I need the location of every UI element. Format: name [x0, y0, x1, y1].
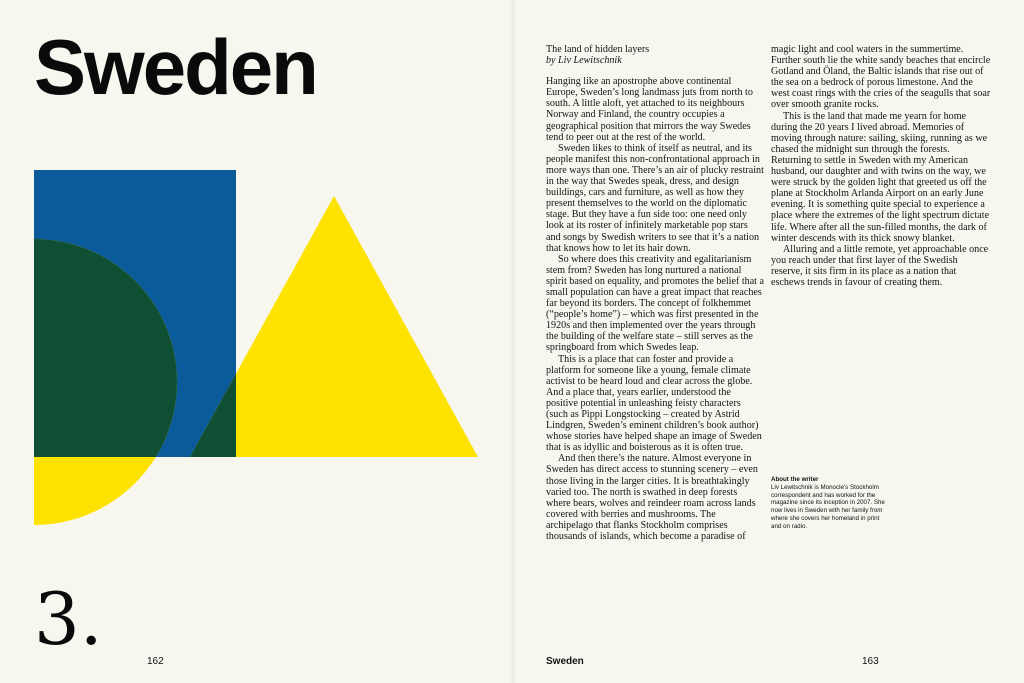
article-column-1	[546, 44, 764, 542]
running-head: Sweden	[546, 656, 584, 667]
about-title: About the writer	[771, 476, 819, 483]
article-kicker: The land of hidden layers	[546, 44, 650, 55]
spread-gutter	[510, 0, 516, 683]
paragraph: And then there’s the nature. Almost everyone in Sweden has direct access to stunning scenery – even those living in the larger cities. It is breathtakingly varied too. The north is swathed in deep forests where bears, wolves and reindeer roam across lands covered with berries and mushrooms. The archipelago that flanks Stockholm comprises thousands of islands, which become a paradise of	[546, 453, 758, 543]
paragraph: Alluring and a little remote, yet approachable once you reach under that first layer of the Swedish reserve, it sits firm in its place as a nation that eschews trends in favour of creating them.	[771, 243, 989, 288]
chapter-number: 3.	[34, 577, 103, 661]
geometric-illustration	[34, 170, 484, 530]
paragraph: magic light and cool waters in the summertime. Further south lie the white sandy beaches that encircle Gotland and Öland, the Baltic islands that rise out of the sea on a bedrock of porous limestone. And the west coast rings with the cries of the seagulls that soar over smooth granite rocks.	[771, 44, 991, 111]
about-text: Liv Lewitschnik is Monocle’s Stockholm correspondent and has worked for the magazine since its inception in 2007. She now lives in Sweden with her family from where she covers her homeland in print and on radio.	[771, 483, 885, 530]
page-number-left: 162	[147, 656, 164, 667]
article-byline: by Liv Lewitschnik	[546, 55, 622, 67]
page-title: Sweden	[34, 23, 317, 111]
about-the-writer	[771, 476, 891, 531]
paragraph: This is a place that can foster and provide a platform for someone like a young, female climate activist to be heard loud and clear across the globe. And a place that, years earlier, understood the positive potential in unleashing feisty characters (such as Pippi Longstocking – created by Astrid Lindgren, Sweden’s eminent children’s book author) whose stories have helped shape an image of Sweden that is as idyllic and boisterous as it is often true.	[546, 353, 762, 454]
paragraph: So where does this creativity and egalitarianism stem from? Sweden has long nurtured a national spirit based on equality, and promotes the belief that a small population can have a great impact that reaches far beyond its borders. The concept of folkhemmet (“people’s home”) – which was first presented in the 1920s and then implemented over the years through the building of the welfare state – still serves as the springboard from which Swedes leap.	[546, 253, 764, 354]
page-number-right: 163	[862, 656, 879, 667]
paragraph: Sweden likes to think of itself as neutral, and its people manifest this non-confrontational approach in more ways than one. There’s an air of plucky restraint in the way that Swedes speak, dress, and design buildings, cars and furniture, as well as how they present themselves to the world on the diplomatic stage. But they have a fun side too: one need only look at its roster of infinitely marketable pop stars and songs by Swedish writers to see that it’s a nation that knows how to let its hair down.	[546, 142, 764, 254]
article-column-2	[771, 44, 991, 288]
paragraph: This is the land that made me yearn for home during the 20 years I lived abroad. Memories of moving through nature: sailing, skiing, running as we chased the midnight sun through the forests. Returning to settle in Sweden with my American husband, our daughter and with twins on the way, we were struck by the golden light that greeted us off the plane at Stockholm Arlanda Airport on an early June evening. It is something quite special to experience a place where the extremes of the light spectrum dictate life. Where after all the sun-filled months, the dark of winter descends with its thick snowy blanket.	[771, 110, 990, 244]
paragraph: Hanging like an apostrophe above continental Europe, Sweden’s long landmass juts from north to south. A little aloft, yet attached to its neighbours Norway and Finland, the country occupies a geographical position that mirrors the way Swedes tend to peer out at the rest of the world.	[546, 76, 753, 143]
